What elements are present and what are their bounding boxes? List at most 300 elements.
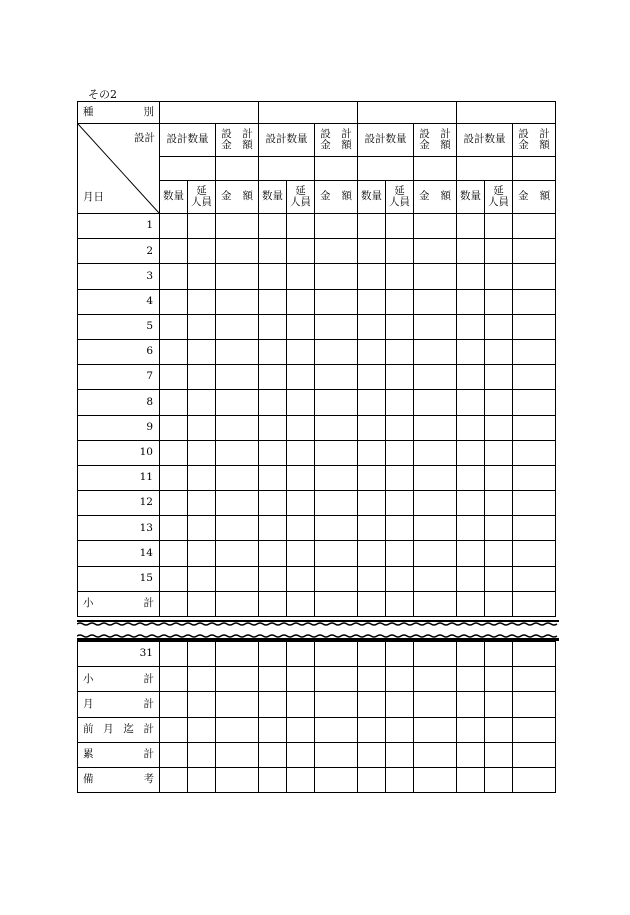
amount-cell[interactable] [216, 214, 259, 239]
workers-cell[interactable] [386, 465, 414, 490]
amount-cell[interactable] [513, 742, 556, 767]
qty-cell[interactable] [160, 516, 188, 541]
workers-cell[interactable] [188, 465, 216, 490]
workers-cell[interactable] [188, 642, 216, 667]
amount-cell[interactable] [216, 289, 259, 314]
amount-cell[interactable] [216, 390, 259, 415]
workers-cell[interactable] [287, 767, 315, 792]
workers-cell[interactable] [485, 440, 513, 465]
amount-cell[interactable] [414, 767, 457, 792]
amount-cell[interactable] [216, 314, 259, 339]
amount-cell[interactable] [216, 465, 259, 490]
amount-cell[interactable] [414, 289, 457, 314]
qty-cell[interactable] [358, 692, 386, 717]
qty-cell[interactable] [259, 642, 287, 667]
workers-cell[interactable] [485, 289, 513, 314]
qty-cell[interactable] [457, 642, 485, 667]
day-label: 1 [78, 214, 160, 239]
amount-cell[interactable] [315, 516, 358, 541]
row-label: 前 月 迄 計 [78, 717, 160, 742]
design-qty-cell[interactable] [358, 157, 414, 181]
design-qty-cell[interactable] [160, 157, 216, 181]
workers-cell[interactable] [386, 491, 414, 516]
workers-cell[interactable] [287, 339, 315, 364]
workers-cell[interactable] [386, 339, 414, 364]
workers-cell[interactable] [485, 239, 513, 264]
workers-cell[interactable] [386, 390, 414, 415]
workers-cell[interactable] [386, 415, 414, 440]
qty-cell[interactable] [457, 264, 485, 289]
qty-cell[interactable] [259, 339, 287, 364]
workers-cell[interactable] [386, 289, 414, 314]
amount-cell[interactable] [513, 239, 556, 264]
kind-cell[interactable] [160, 102, 259, 124]
qty-cell[interactable] [358, 767, 386, 792]
workers-cell[interactable] [386, 742, 414, 767]
amount-cell[interactable] [216, 339, 259, 364]
qty-cell[interactable] [160, 491, 188, 516]
workers-cell[interactable] [287, 541, 315, 566]
amount-cell[interactable] [315, 239, 358, 264]
workers-cell[interactable] [485, 541, 513, 566]
qty-cell[interactable] [358, 541, 386, 566]
workers-cell[interactable] [485, 692, 513, 717]
amount-cell[interactable] [513, 541, 556, 566]
workers-cell[interactable] [485, 415, 513, 440]
amount-cell[interactable] [216, 692, 259, 717]
amount-cell[interactable] [315, 767, 358, 792]
amount-cell[interactable] [513, 566, 556, 591]
amount-cell[interactable] [414, 390, 457, 415]
workers-cell[interactable] [188, 717, 216, 742]
amount-cell[interactable] [513, 365, 556, 390]
amount-cell[interactable] [513, 264, 556, 289]
qty-cell[interactable] [457, 767, 485, 792]
qty-cell[interactable] [358, 390, 386, 415]
qty-cell[interactable] [259, 717, 287, 742]
amount-cell[interactable] [315, 339, 358, 364]
row-label: 累 計 [78, 742, 160, 767]
day-row [78, 415, 556, 440]
workers-cell[interactable] [188, 491, 216, 516]
amount-cell[interactable] [513, 516, 556, 541]
amount-cell[interactable] [315, 214, 358, 239]
workers-cell[interactable] [386, 314, 414, 339]
qty-cell[interactable] [358, 491, 386, 516]
qty-cell[interactable] [160, 390, 188, 415]
amount-cell[interactable] [414, 239, 457, 264]
workers-cell[interactable] [287, 742, 315, 767]
amount-header: 金 額 [513, 181, 556, 214]
qty-cell[interactable] [457, 541, 485, 566]
amount-cell[interactable] [414, 516, 457, 541]
amount-cell[interactable] [315, 264, 358, 289]
workers-cell[interactable] [386, 717, 414, 742]
qty-cell[interactable] [160, 465, 188, 490]
amount-cell[interactable] [513, 465, 556, 490]
workers-cell[interactable] [188, 314, 216, 339]
workers-cell[interactable] [386, 516, 414, 541]
qty-cell[interactable] [160, 339, 188, 364]
workers-cell[interactable] [386, 667, 414, 692]
amount-cell[interactable] [315, 566, 358, 591]
workers-cell[interactable] [188, 365, 216, 390]
qty-cell[interactable] [160, 591, 188, 616]
design-amount-header: 設 計 金 額 [513, 124, 556, 157]
workers-cell[interactable] [386, 591, 414, 616]
day-row [78, 289, 556, 314]
qty-cell[interactable] [457, 566, 485, 591]
workers-cell[interactable] [287, 415, 315, 440]
amount-cell[interactable] [315, 415, 358, 440]
workers-cell[interactable] [386, 566, 414, 591]
design-amount-cell[interactable] [414, 157, 457, 181]
amount-cell[interactable] [216, 415, 259, 440]
qty-cell[interactable] [259, 264, 287, 289]
workers-cell[interactable] [188, 390, 216, 415]
amount-cell[interactable] [414, 717, 457, 742]
amount-cell[interactable] [315, 541, 358, 566]
amount-cell[interactable] [414, 214, 457, 239]
workers-cell[interactable] [287, 289, 315, 314]
qty-cell[interactable] [457, 742, 485, 767]
workers-cell[interactable] [386, 214, 414, 239]
kind-cell[interactable] [259, 102, 358, 124]
qty-cell[interactable] [259, 465, 287, 490]
qty-cell[interactable] [457, 289, 485, 314]
workers-cell[interactable] [188, 289, 216, 314]
workers-cell[interactable] [485, 591, 513, 616]
qty-cell[interactable] [457, 692, 485, 717]
amount-cell[interactable] [513, 314, 556, 339]
qty-cell[interactable] [358, 314, 386, 339]
amount-cell[interactable] [216, 491, 259, 516]
qty-cell[interactable] [358, 742, 386, 767]
workers-cell[interactable] [287, 365, 315, 390]
amount-cell[interactable] [315, 390, 358, 415]
qty-cell[interactable] [358, 516, 386, 541]
qty-cell[interactable] [358, 264, 386, 289]
workers-cell[interactable] [287, 264, 315, 289]
amount-cell[interactable] [315, 742, 358, 767]
qty-cell[interactable] [160, 692, 188, 717]
workers-cell[interactable] [188, 541, 216, 566]
amount-cell[interactable] [414, 742, 457, 767]
amount-cell[interactable] [414, 365, 457, 390]
summary-table [77, 641, 556, 793]
qty-cell[interactable] [358, 289, 386, 314]
workers-cell[interactable] [485, 390, 513, 415]
qty-cell[interactable] [457, 365, 485, 390]
qty-cell[interactable] [358, 365, 386, 390]
qty-cell[interactable] [259, 289, 287, 314]
amount-cell[interactable] [414, 440, 457, 465]
kind-label-cell: 種 別 [78, 102, 160, 124]
qty-cell[interactable] [160, 239, 188, 264]
qty-cell[interactable] [160, 717, 188, 742]
amount-cell[interactable] [513, 214, 556, 239]
amount-cell[interactable] [513, 642, 556, 667]
amount-cell[interactable] [414, 541, 457, 566]
qty-cell[interactable] [160, 742, 188, 767]
design-amount-cell[interactable] [513, 157, 556, 181]
workers-header: 延 人員 [386, 181, 414, 214]
qty-cell[interactable] [457, 465, 485, 490]
workers-cell[interactable] [287, 717, 315, 742]
amount-cell[interactable] [315, 289, 358, 314]
amount-cell[interactable] [216, 667, 259, 692]
amount-cell[interactable] [513, 289, 556, 314]
amount-cell[interactable] [513, 692, 556, 717]
amount-cell[interactable] [414, 491, 457, 516]
workers-cell[interactable] [485, 365, 513, 390]
amount-cell[interactable] [414, 339, 457, 364]
qty-cell[interactable] [160, 667, 188, 692]
amount-cell[interactable] [414, 264, 457, 289]
amount-cell[interactable] [216, 516, 259, 541]
workers-cell[interactable] [386, 767, 414, 792]
qty-cell[interactable] [160, 440, 188, 465]
qty-cell[interactable] [259, 667, 287, 692]
day-row [78, 516, 556, 541]
amount-cell[interactable] [315, 642, 358, 667]
workers-cell[interactable] [485, 314, 513, 339]
amount-cell[interactable] [216, 742, 259, 767]
design-qty-cell[interactable] [457, 157, 513, 181]
workers-cell[interactable] [188, 566, 216, 591]
amount-cell[interactable] [216, 566, 259, 591]
workers-cell[interactable] [485, 667, 513, 692]
qty-cell[interactable] [259, 692, 287, 717]
workers-cell[interactable] [287, 440, 315, 465]
qty-cell[interactable] [457, 214, 485, 239]
qty-cell[interactable] [358, 591, 386, 616]
workers-cell[interactable] [485, 717, 513, 742]
qty-cell[interactable] [457, 717, 485, 742]
workers-cell[interactable] [386, 541, 414, 566]
qty-cell[interactable] [457, 314, 485, 339]
amount-cell[interactable] [315, 491, 358, 516]
amount-cell[interactable] [513, 440, 556, 465]
amount-cell[interactable] [315, 440, 358, 465]
amount-cell[interactable] [315, 465, 358, 490]
workers-cell[interactable] [386, 642, 414, 667]
workers-cell[interactable] [485, 491, 513, 516]
amount-cell[interactable] [315, 365, 358, 390]
amount-cell[interactable] [414, 667, 457, 692]
qty-cell[interactable] [457, 516, 485, 541]
amount-cell[interactable] [216, 365, 259, 390]
workers-cell[interactable] [287, 692, 315, 717]
day-row [78, 214, 556, 239]
page-title: その2 [88, 88, 117, 101]
qty-cell[interactable] [358, 667, 386, 692]
amount-cell[interactable] [513, 415, 556, 440]
amount-cell[interactable] [315, 692, 358, 717]
workers-cell[interactable] [287, 390, 315, 415]
qty-cell[interactable] [457, 390, 485, 415]
amount-cell[interactable] [414, 415, 457, 440]
amount-cell[interactable] [315, 314, 358, 339]
workers-cell[interactable] [188, 239, 216, 264]
workers-cell[interactable] [287, 516, 315, 541]
qty-cell[interactable] [358, 440, 386, 465]
qty-cell[interactable] [457, 667, 485, 692]
workers-cell[interactable] [188, 692, 216, 717]
qty-cell[interactable] [160, 264, 188, 289]
workers-cell[interactable] [287, 642, 315, 667]
qty-cell[interactable] [259, 415, 287, 440]
amount-cell[interactable] [513, 491, 556, 516]
amount-cell[interactable] [216, 541, 259, 566]
workers-cell[interactable] [386, 440, 414, 465]
design-qty-header: 設計数量 [358, 124, 414, 157]
qty-cell[interactable] [160, 365, 188, 390]
qty-cell[interactable] [160, 289, 188, 314]
design-amount-cell[interactable] [216, 157, 259, 181]
day-row [78, 541, 556, 566]
workers-cell[interactable] [287, 465, 315, 490]
qty-cell[interactable] [259, 440, 287, 465]
amount-cell[interactable] [513, 390, 556, 415]
qty-cell[interactable] [358, 465, 386, 490]
amount-cell[interactable] [216, 591, 259, 616]
qty-header: 数量 [457, 181, 485, 214]
workers-cell[interactable] [485, 516, 513, 541]
amount-cell[interactable] [513, 339, 556, 364]
day-label: 6 [78, 339, 160, 364]
workers-cell[interactable] [188, 742, 216, 767]
workers-cell[interactable] [386, 365, 414, 390]
amount-header: 金 額 [414, 181, 457, 214]
qty-cell[interactable] [259, 591, 287, 616]
qty-cell[interactable] [259, 314, 287, 339]
workers-cell[interactable] [188, 516, 216, 541]
amount-cell[interactable] [315, 667, 358, 692]
day-label: 4 [78, 289, 160, 314]
qty-cell[interactable] [160, 541, 188, 566]
qty-cell[interactable] [259, 566, 287, 591]
amount-cell[interactable] [513, 667, 556, 692]
workers-cell[interactable] [188, 591, 216, 616]
qty-cell[interactable] [259, 214, 287, 239]
workers-cell[interactable] [287, 566, 315, 591]
workers-cell[interactable] [188, 415, 216, 440]
workers-cell[interactable] [287, 667, 315, 692]
amount-cell[interactable] [414, 692, 457, 717]
amount-cell[interactable] [216, 440, 259, 465]
qty-cell[interactable] [358, 415, 386, 440]
qty-cell[interactable] [358, 566, 386, 591]
workers-cell[interactable] [485, 642, 513, 667]
workers-cell[interactable] [485, 465, 513, 490]
qty-cell[interactable] [259, 742, 287, 767]
qty-cell[interactable] [160, 214, 188, 239]
qty-cell[interactable] [259, 365, 287, 390]
amount-cell[interactable] [513, 591, 556, 616]
qty-cell[interactable] [259, 516, 287, 541]
qty-cell[interactable] [457, 440, 485, 465]
amount-cell[interactable] [414, 591, 457, 616]
workers-cell[interactable] [386, 264, 414, 289]
qty-cell[interactable] [259, 541, 287, 566]
workers-cell[interactable] [485, 742, 513, 767]
amount-cell[interactable] [315, 591, 358, 616]
qty-cell[interactable] [160, 415, 188, 440]
qty-cell[interactable] [259, 767, 287, 792]
amount-cell[interactable] [414, 642, 457, 667]
qty-cell[interactable] [358, 239, 386, 264]
amount-cell[interactable] [216, 767, 259, 792]
qty-cell[interactable] [160, 642, 188, 667]
amount-cell[interactable] [513, 767, 556, 792]
workers-cell[interactable] [386, 692, 414, 717]
summary-row [78, 692, 556, 717]
workers-header: 延 人員 [188, 181, 216, 214]
workers-cell[interactable] [188, 440, 216, 465]
workers-cell[interactable] [485, 767, 513, 792]
qty-cell[interactable] [358, 339, 386, 364]
amount-cell[interactable] [216, 264, 259, 289]
amount-cell[interactable] [414, 465, 457, 490]
workers-cell[interactable] [287, 491, 315, 516]
qty-cell[interactable] [160, 314, 188, 339]
qty-cell[interactable] [457, 491, 485, 516]
qty-cell[interactable] [457, 339, 485, 364]
workers-cell[interactable] [287, 239, 315, 264]
workers-cell[interactable] [485, 214, 513, 239]
qty-cell[interactable] [160, 566, 188, 591]
amount-cell[interactable] [414, 314, 457, 339]
amount-cell[interactable] [216, 239, 259, 264]
qty-cell[interactable] [358, 717, 386, 742]
workers-cell[interactable] [485, 339, 513, 364]
amount-cell[interactable] [315, 717, 358, 742]
qty-cell[interactable] [358, 642, 386, 667]
qty-cell[interactable] [259, 390, 287, 415]
kind-cell[interactable] [457, 102, 556, 124]
qty-cell[interactable] [457, 415, 485, 440]
workers-cell[interactable] [287, 591, 315, 616]
workers-cell[interactable] [188, 767, 216, 792]
design-amount-cell[interactable] [315, 157, 358, 181]
row-label: 月 計 [78, 692, 160, 717]
amount-cell[interactable] [414, 566, 457, 591]
qty-cell[interactable] [457, 591, 485, 616]
design-qty-cell[interactable] [259, 157, 315, 181]
amount-cell[interactable] [216, 717, 259, 742]
workers-cell[interactable] [287, 214, 315, 239]
kind-cell[interactable] [358, 102, 457, 124]
day-label: 11 [78, 465, 160, 490]
workers-cell[interactable] [485, 264, 513, 289]
qty-cell[interactable] [259, 491, 287, 516]
workers-cell[interactable] [188, 214, 216, 239]
workers-cell[interactable] [188, 264, 216, 289]
day-label: 10 [78, 440, 160, 465]
amount-cell[interactable] [216, 642, 259, 667]
qty-cell[interactable] [358, 214, 386, 239]
workers-cell[interactable] [188, 339, 216, 364]
workers-cell[interactable] [386, 239, 414, 264]
qty-cell[interactable] [457, 239, 485, 264]
workers-cell[interactable] [485, 566, 513, 591]
qty-cell[interactable] [160, 767, 188, 792]
workers-cell[interactable] [188, 667, 216, 692]
qty-cell[interactable] [259, 239, 287, 264]
workers-cell[interactable] [287, 314, 315, 339]
amount-cell[interactable] [513, 717, 556, 742]
